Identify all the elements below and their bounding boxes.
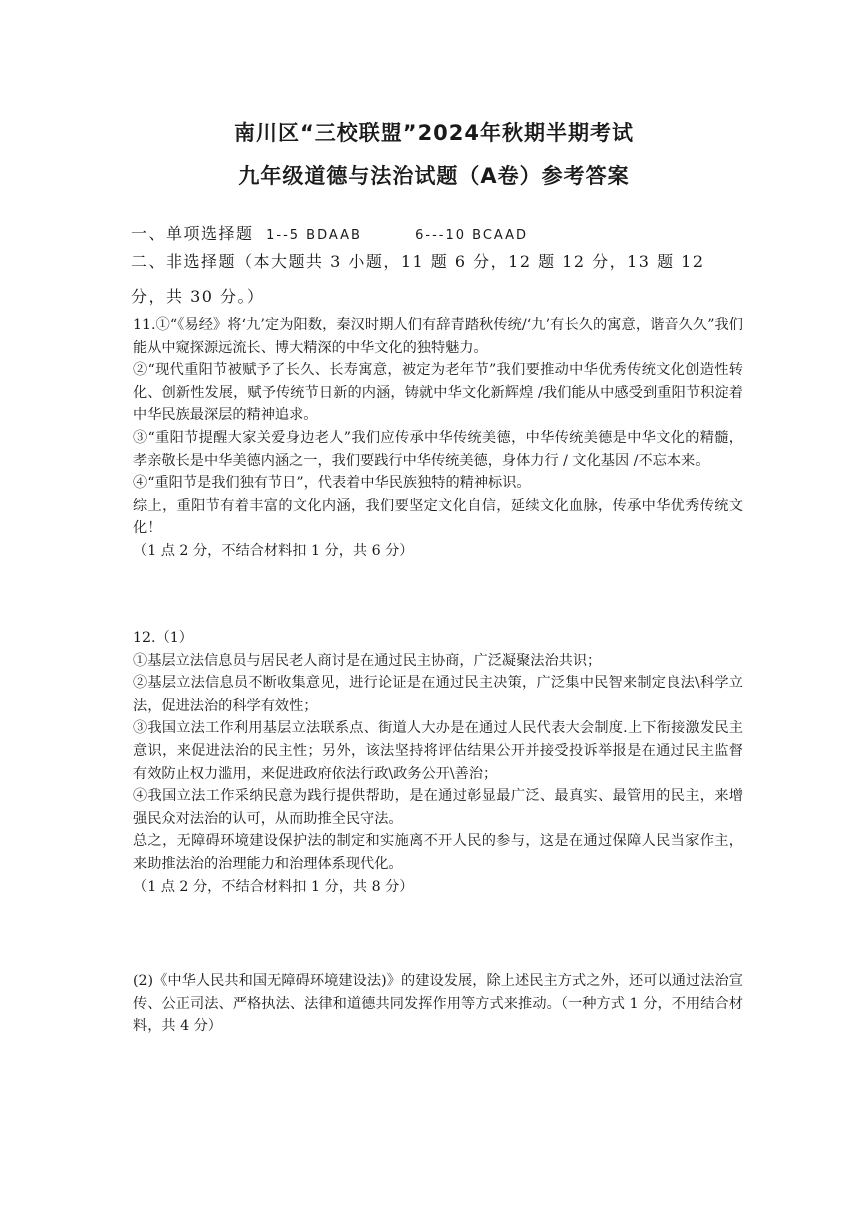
question-12-2-answer xyxy=(133,970,743,1038)
q12-point-3: ③我国立法工作利用基层立法联系点、街道人大办是在通过人民代表大会制度.上下衔接激发民主意识，来促进法治的民主性；另外，该法坚持将评估结果公开并接受投诉举报是在通过民主监督有效防止权力滥用，来促进政府依法行政\政务公开\善治； xyxy=(133,720,743,782)
q12-scoring-note: （1 点 2 分，不结合材料扣 1 分，共 8 分） xyxy=(133,878,414,895)
answers-6-10: 6---10 BCAAD xyxy=(415,228,529,243)
q11-summary: 综上，重阳节有着丰富的文化内涵，我们要坚定文化自信，延续文化血脉，传承中华优秀传统文化！ xyxy=(133,497,743,537)
section-1-answers xyxy=(131,221,528,244)
q12-part-2: (2)《中华人民共和国无障碍环境建设法)》的建设发展，除上述民主方式之外，还可以通过法治宣传、公正司法、严格执法、法律和道德共同发挥作用等方式来推动。（一种方式 1 分，不用结合材料，共 4 分） xyxy=(133,973,743,1035)
section-2-label: 二、非选择题（本大题共 3 小题，11 题 6 分，12 题 12 分，13 题 12 xyxy=(131,252,705,271)
q11-point-1: 11.①“《易经》将‘九’定为阳数，秦汉时期人们有辞青踏秋传统/‘九’有长久的寓意，谐音久久”我们能从中窥探源远流长、博大精深的中华文化的独特魅力。 xyxy=(133,317,743,356)
question-11-answer xyxy=(133,314,743,563)
q11-scoring-note: （1 点 2 分，不结合材料扣 1 分，共 6 分） xyxy=(133,542,414,559)
q12-point-1: ①基层立法信息员与居民老人商讨是在通过民主协商，广泛凝聚法治共识； xyxy=(133,652,602,669)
question-12-1-answer xyxy=(133,627,743,898)
section-2-label-cont: 分，共 30 分。） xyxy=(131,287,265,306)
page-subtitle: 九年级道德与法治试题（A卷）参考答案 xyxy=(238,164,630,188)
section-1-label: 一、单项选择题 xyxy=(131,224,254,243)
answers-1-5: 1--5 BDAAB xyxy=(266,228,362,243)
q12-summary: 总之，无障碍环境建设保护法的制定和实施离不开人民的参与，这是在通过保障人民当家作主，来助推法治的治理能力和治理体系现代化。 xyxy=(133,833,743,872)
q12-point-2: ②基层立法信息员不断收集意见，进行论证是在通过民主决策，广泛集中民智来制定良法\科学立法，促进法治的科学有效性； xyxy=(133,675,743,714)
page-title: 南川区“三校联盟”2024年秋期半期考试 xyxy=(233,121,635,145)
q12-point-4: ④我国立法工作采纳民意为践行提供帮助，是在通过彰显最广泛、最真实、最管用的民主，来增强民众对法治的认可，从而助推全民守法。 xyxy=(133,788,743,827)
q11-point-4: ④“重阳节是我们独有节日”，代表着中华民族独特的精神标识。 xyxy=(133,475,531,492)
q12-heading: 12.（1） xyxy=(133,630,193,646)
q11-point-2: ②“现代重阳节被赋予了长久、长寿寓意，被定为老年节”我们要推动中华优秀传统文化创造性转化、创新性发展，赋予传统节日新的内涵，铸就中华文化新辉煌 /我们能从中感受到重阳节积淀着中华民族最深层的精神追求。 xyxy=(133,362,743,424)
q11-point-3: ③“重阳节提醒大家关爱身边老人”我们应传承中华传统美德，中华传统美德是中华文化的精髓，孝亲敬长是中华美德内涵之一，我们要践行中华传统美德，身体力行 / 文化基因 /不忘本来。 xyxy=(133,429,743,469)
